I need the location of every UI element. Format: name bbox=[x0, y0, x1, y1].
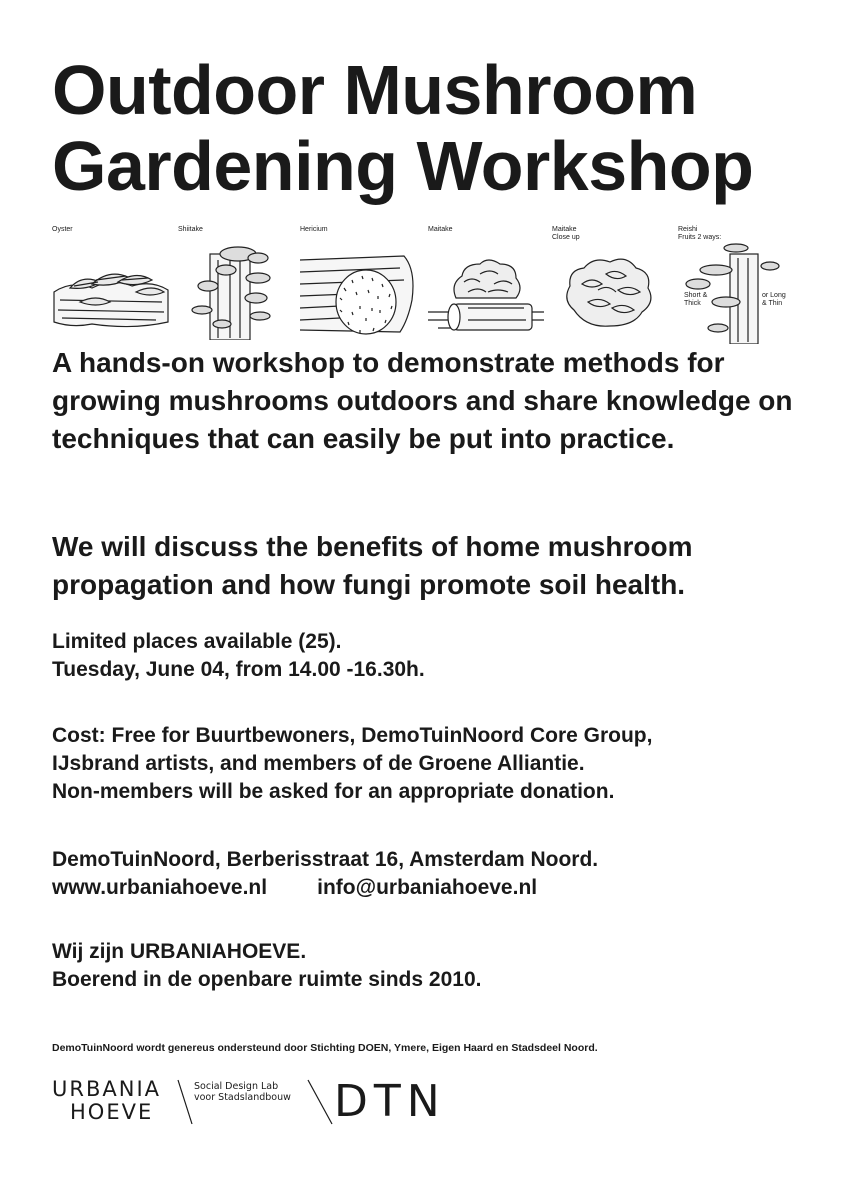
title-line-1: Outdoor Mushroom bbox=[52, 51, 698, 129]
about-block bbox=[52, 938, 812, 994]
maitake-caption: Maitake bbox=[428, 226, 453, 233]
reishi-panel bbox=[678, 222, 792, 344]
places-text: Limited places available (25). bbox=[52, 630, 342, 653]
event-details bbox=[52, 628, 812, 684]
shiitake-panel bbox=[178, 222, 278, 344]
reishi-label-long-2: & Thin bbox=[762, 300, 783, 307]
reishi-label-short bbox=[684, 292, 707, 308]
shiitake-mushroom-illustration bbox=[178, 240, 278, 340]
shiitake-caption: Shiitake bbox=[178, 226, 203, 233]
cost-line-1: Cost: Free for Buurtbewoners, DemoTuinNoord Core Group, bbox=[52, 724, 653, 747]
about-line-2: Boerend in de openbare ruimte sinds 2010. bbox=[52, 968, 482, 991]
hericium-caption: Hericium bbox=[300, 226, 328, 233]
discuss-paragraph: We will discuss the benefits of home mushroom propagation and how fungi promote soil health. bbox=[52, 531, 693, 600]
dtn-logo: DTN bbox=[334, 1076, 446, 1127]
reishi-caption-1: Reishi bbox=[678, 226, 698, 233]
logo-divider-slash-2 bbox=[306, 1078, 334, 1126]
urbania-hoeve-logo bbox=[52, 1078, 161, 1124]
reishi-label-short-2: Thick bbox=[684, 300, 701, 307]
intro-paragraph: A hands-on workshop to demonstrate methods for growing mushrooms outdoors and share knowledge on techniques that can easily be put into practice. bbox=[52, 347, 793, 454]
tagline-line-2: voor Stadslandbouw bbox=[194, 1092, 291, 1103]
reishi-caption-2: Fruits 2 ways: bbox=[678, 234, 722, 241]
sponsor-text: DemoTuinNoord wordt genereus ondersteund door Stichting DOEN, Ymere, Eigen Haard en Stadsdeel Noord. bbox=[52, 1042, 598, 1054]
tagline-line-1: Social Design Lab bbox=[194, 1081, 279, 1092]
cost-block bbox=[52, 722, 812, 806]
maitake-closeup-caption-1: Maitake bbox=[552, 226, 577, 233]
logo-divider-slash-1 bbox=[176, 1078, 194, 1126]
urbania-logo-line-2: HOEVE bbox=[70, 1100, 154, 1124]
reishi-label-short-1: Short & bbox=[684, 292, 708, 299]
about-line-1: Wij zijn URBANIAHOEVE. bbox=[52, 940, 307, 963]
hericium-panel bbox=[300, 222, 420, 344]
mushroom-illustrations bbox=[52, 222, 792, 344]
page-title bbox=[52, 52, 832, 204]
maitake-panel bbox=[428, 222, 544, 344]
maitake-mushroom-illustration bbox=[428, 240, 544, 340]
reishi-label-long bbox=[762, 292, 786, 308]
cost-line-2: IJsbrand artists, and members of de Groene Alliantie. bbox=[52, 752, 585, 775]
date-text: Tuesday, June 04, from 14.00 -16.30h. bbox=[52, 658, 425, 681]
oyster-caption: Oyster bbox=[52, 226, 73, 233]
contact-row bbox=[52, 874, 812, 902]
website-link[interactable]: www.urbaniahoeve.nl bbox=[52, 876, 268, 899]
oyster-panel bbox=[52, 222, 170, 344]
maitake-closeup-illustration bbox=[552, 240, 670, 340]
urbania-logo-line-1: URBANIA bbox=[52, 1077, 162, 1101]
logo-tagline bbox=[194, 1081, 291, 1103]
oyster-mushroom-illustration bbox=[52, 240, 170, 340]
reishi-label-long-1: or Long bbox=[762, 292, 786, 299]
cost-line-3: Non-members will be asked for an appropriate donation. bbox=[52, 780, 615, 803]
title-line-2: Gardening Workshop bbox=[52, 127, 754, 205]
location-block bbox=[52, 846, 812, 902]
hericium-mushroom-illustration bbox=[300, 240, 420, 340]
maitake-closeup-panel bbox=[552, 222, 670, 344]
maitake-closeup-caption-2: Close up bbox=[552, 234, 580, 241]
footer-logos bbox=[52, 1078, 472, 1128]
address-text: DemoTuinNoord, Berberisstraat 16, Amsterdam Noord. bbox=[52, 848, 599, 871]
email-link[interactable]: info@urbaniahoeve.nl bbox=[317, 876, 538, 899]
